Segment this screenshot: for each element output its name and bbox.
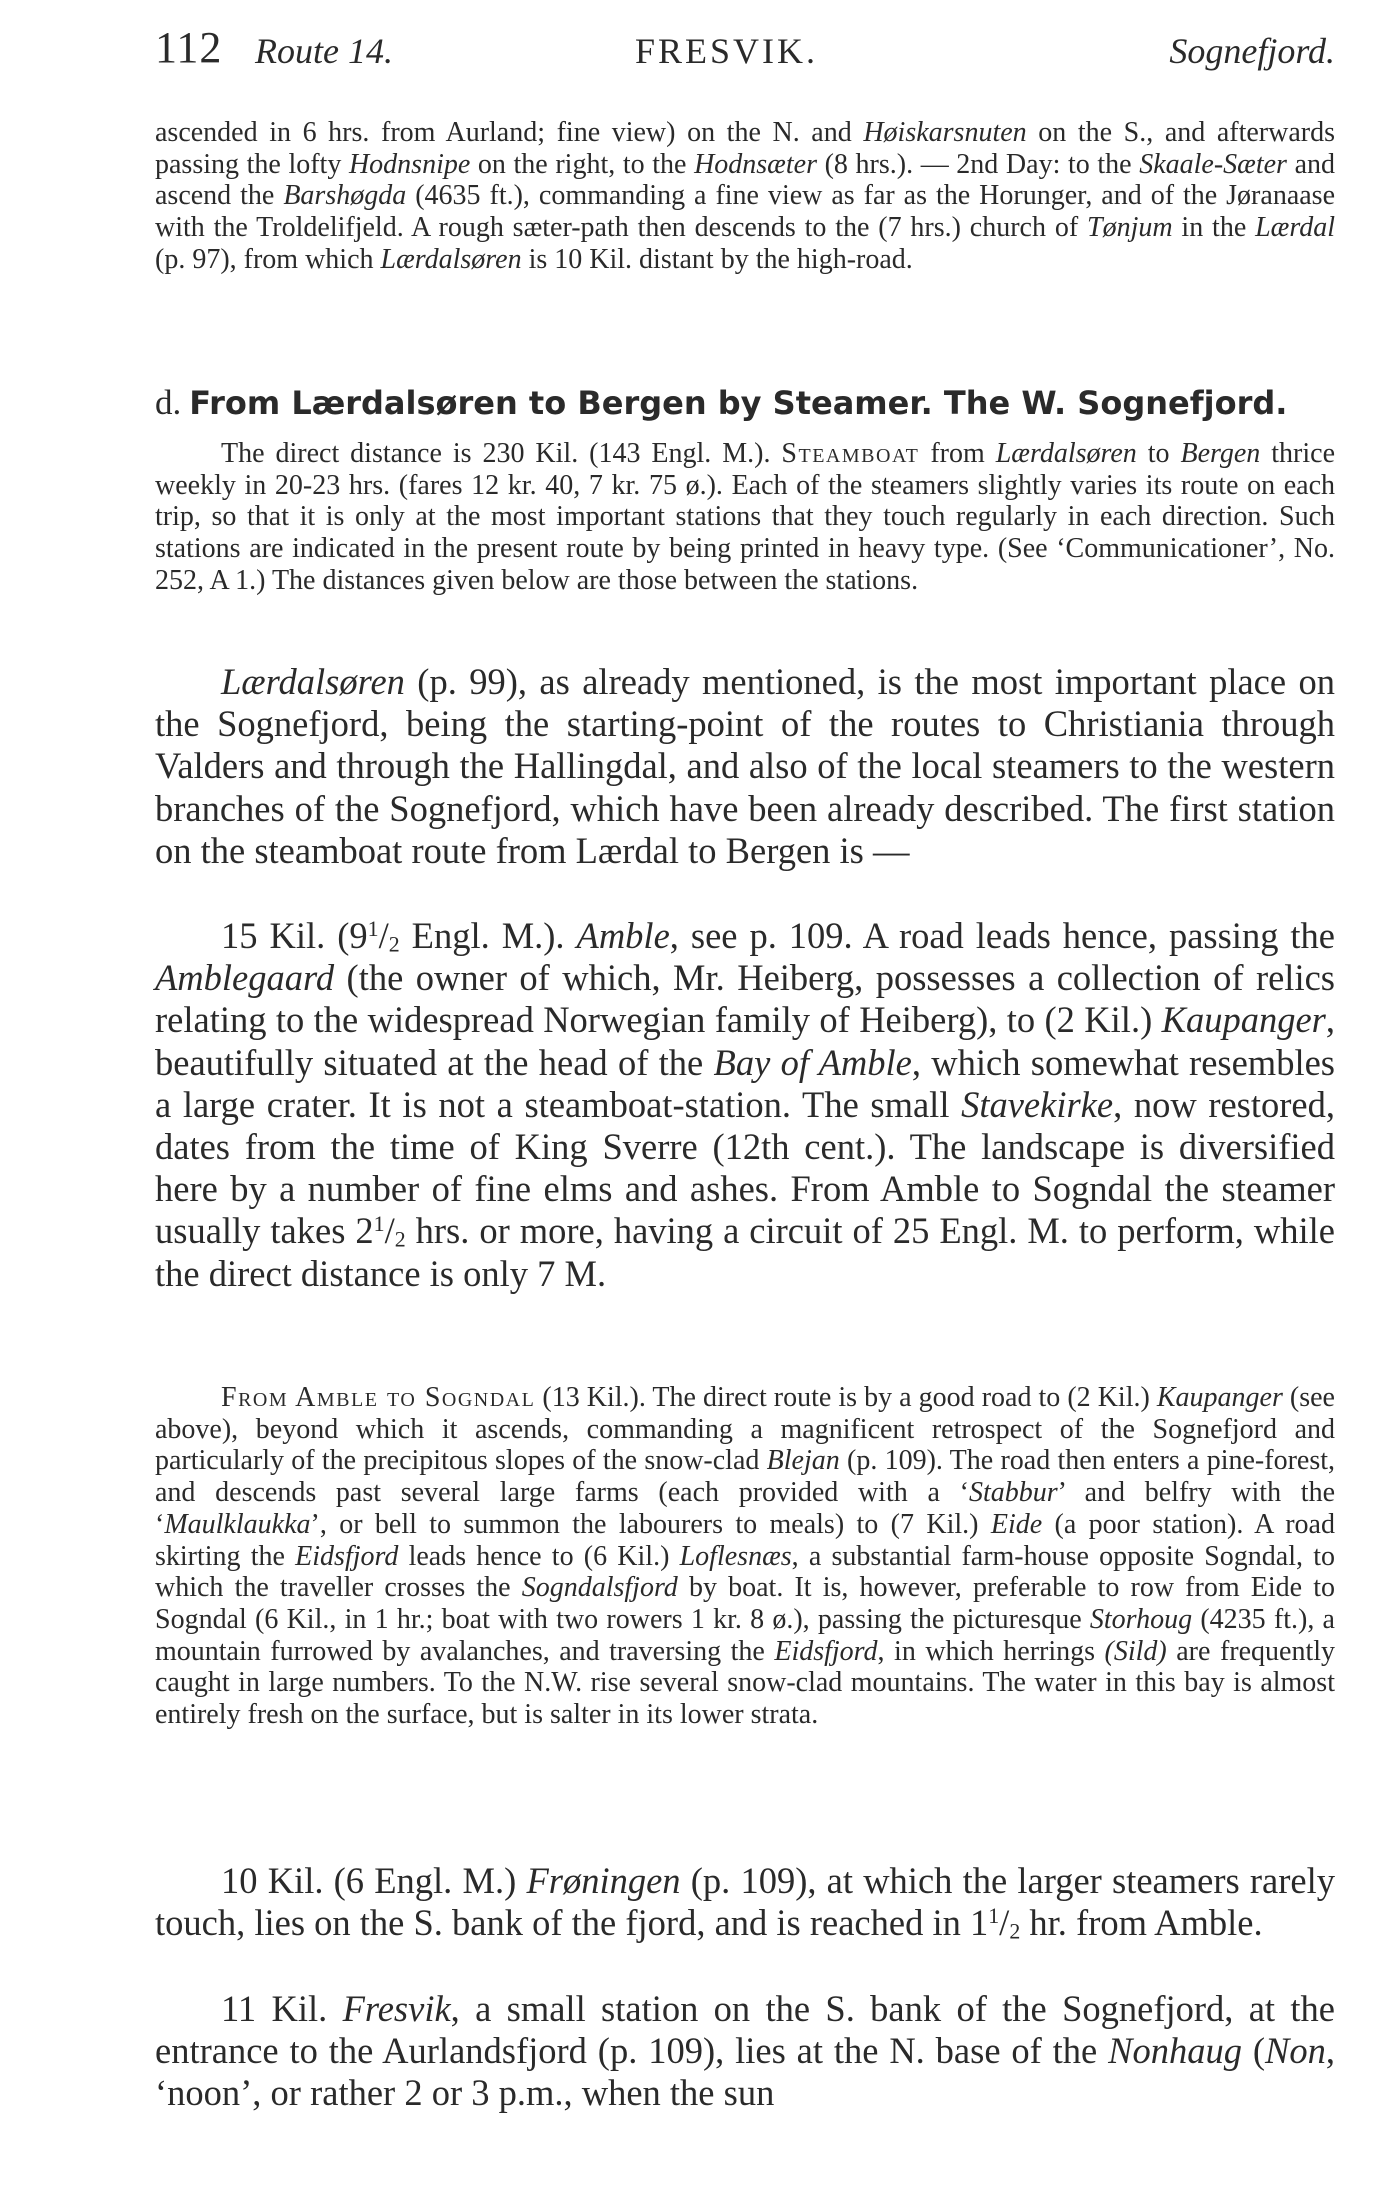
page-number: 112 — [155, 23, 223, 72]
paragraph-route-continuation: ascended in 6 hrs. from Aurland; fine view) on the N. and Høiskarsnuten on the S., and afterwards passing the lofty Hodnsnipe on the right, to the Hodnsæter (8 hrs.). — 2nd Day: to the Skaale-Sæter and ascend the Barshøgda (4635 ft.), commanding a fine view as far as the Horunger, and of the Jøranaase with the Troldelifjeld. A rough sæter-path then descends to the (7 hrs.) church of Tønjum in the Lærdal (p. 97), from which Lærdalsøren is 10 Kil. distant by the high-road. — [155, 117, 1335, 275]
paragraph-laerdalsoren: Lærdalsøren (p. 99), as already mentioned, is the most important place on the Sognefjord, being the starting-point of the routes to Christiania through Valders and through the Hallingdal, and also of the local steamers to the western branches of the Sognefjord, which have been already described. The first station on the steamboat route from Lærdal to Bergen is — — [155, 661, 1335, 871]
paragraph-amble: 15 Kil. ($9^1/_2$ Engl. M.). Amble, see p. 109. A road leads hence, passing the Amblegaard (the owner of which, Mr. Heiberg, possesses a collection of relics relating to the widespread Norwegian family of Heiberg), to (2 Kil.) Kaupanger, beautifully situated at the head of the Bay of Amble, which somewhat resembles a large crater. It is not a steamboat-station. The small Stavekirke, now restored, dates from the time of King Sverre (12th cent.). The landscape is diversified here by a number of fine elms and ashes. From Amble to Sogndal the steamer usually takes $2^1/_2$ hrs. or more, having a circuit of 25 Engl. M. to perform, while the direct distance is only 7 M. — [155, 915, 1336, 1294]
running-header — [155, 22, 1335, 82]
page-title: FRESVIK. — [635, 31, 819, 71]
paragraph-fresvik: 11 Kil. Fresvik, a small station on the S. bank of the Sognefjord, at the entrance to the Aurlandsfjord (p. 109), lies at the N. base of the Nonhaug (Non, ‘noon’, or rather 2 or 3 p.m., when the sun — [155, 1988, 1336, 2114]
paragraph-froningen: 10 Kil. (6 Engl. M.) Frøningen (p. 109), at which the larger steamers rarely touch, lies on the S. bank of the fjord, and is reached in $1^1/_2$ hr. from Amble. — [155, 1860, 1336, 1944]
paragraph-steamer-info: The direct distance is 230 Kil. (143 Engl. M.). Steamboat from Lærdalsøren to Bergen thrice weekly in 20-23 hrs. (fares 12 kr. 40, 7 kr. 75 ø.). Each of the steamers slightly varies its route on each trip, so that it is only at the most important stations that they touch regularly in each direction. Such stations are indicated in the present route by being printed in heavy type. (See ‘Communicationer’, No. 252, A 1.) The distances given below are those between the stations. — [155, 438, 1335, 596]
paragraph-amble-to-sogndal: From Amble to Sogndal (13 Kil.). The direct route is by a good road to (2 Kil.) Kaupanger (see above), beyond which it ascends, commanding a magnificent retrospect of the Sognefjord and particularly of the precipitous slopes of the snow-clad Blejan (p. 109). The road then enters a pine-forest, and descends past several large farms (each provided with a ‘Stabbur’ and belfry with the ‘Maulklaukka’, or bell to summon the labourers to meals) to (7 Kil.) Eide (a poor station). A road skirting the Eidsfjord leads hence to (6 Kil.) Loflesnæs, a substantial farm-house opposite Sogndal, to which the traveller crosses the Sogndalsfjord by boat. It is, however, preferable to row from Eide to Sogndal (6 Kil., in 1 hr.; boat with two rowers 1 kr. 8 ø.), passing the picturesque Storhoug (4235 ft.), a mountain furrowed by avalanches, and traversing the Eidsfjord, in which herrings (Sild) are frequently caught in large numbers. To the N.W. rise several snow-clad mountains. The water in this bay is almost entirely fresh on the surface, but is salter in its lower strata. — [155, 1382, 1336, 1731]
section-heading: d. From Lærdalsøren to Bergen by Steamer. The W. Sognefjord. — [155, 383, 1288, 422]
route-label: Route 14. — [255, 31, 393, 71]
region-label: Sognefjord. — [1169, 31, 1335, 71]
